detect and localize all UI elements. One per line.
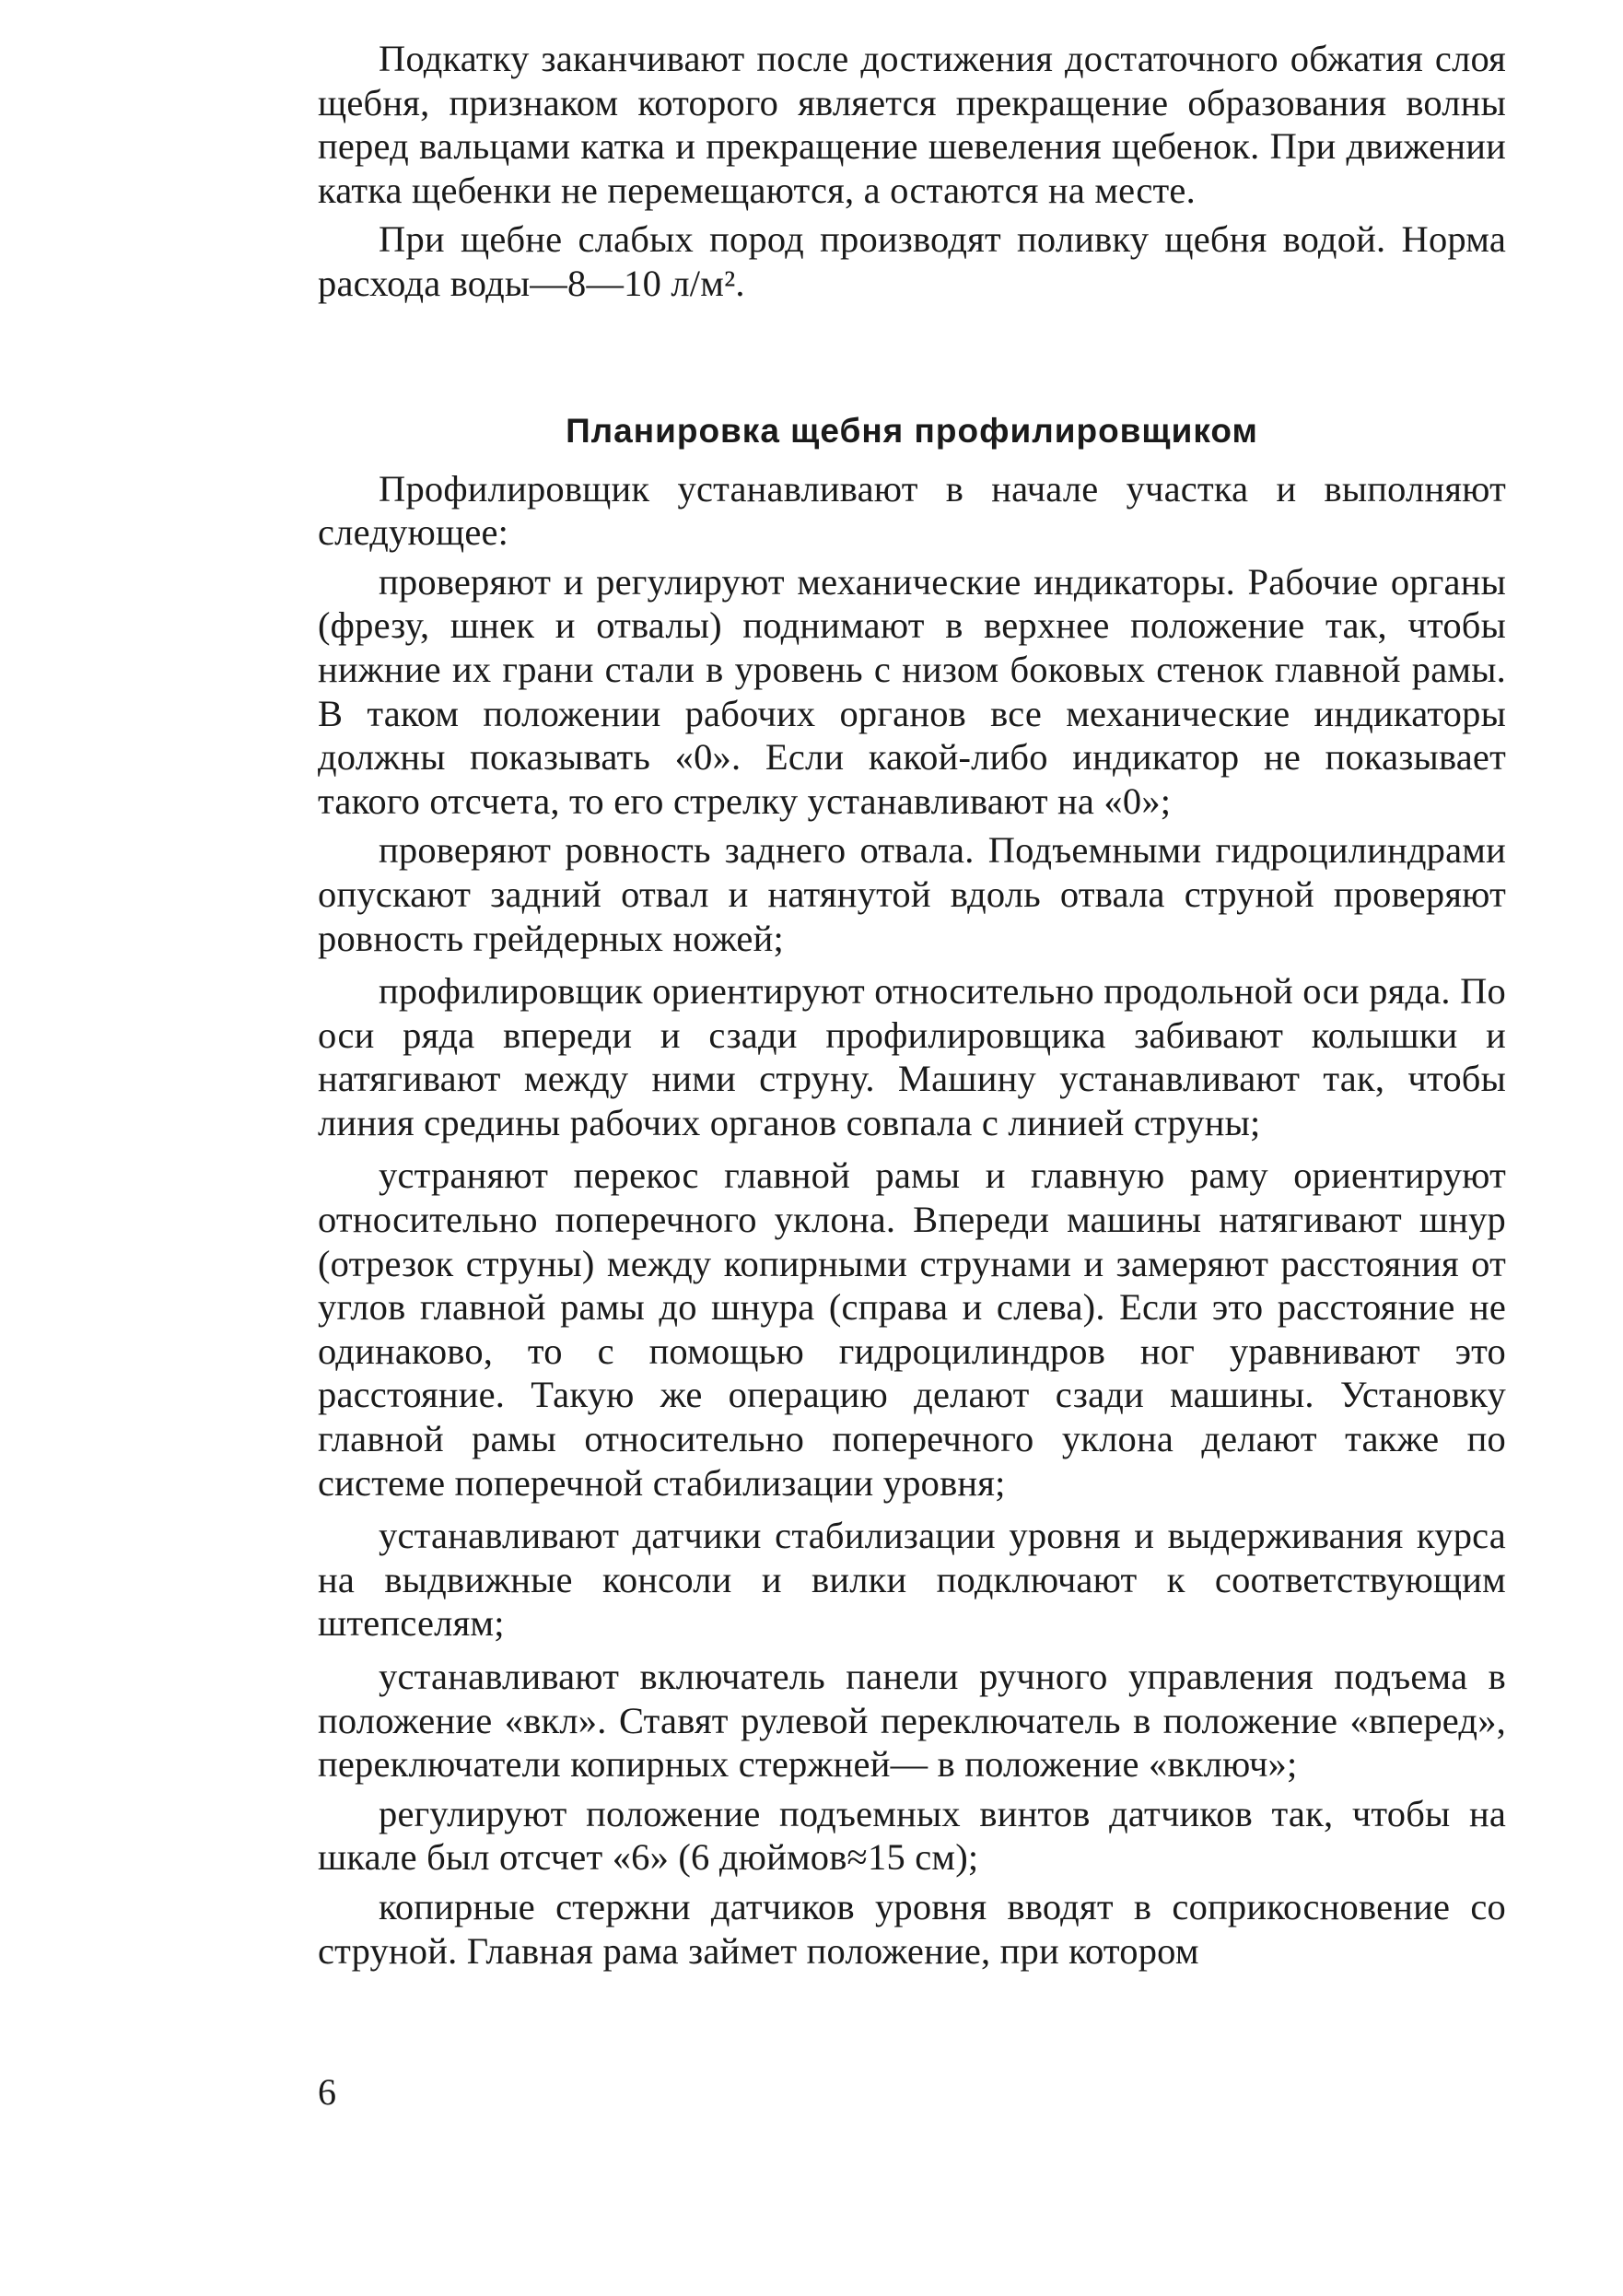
paragraph-rear-blade: проверяют ровность заднего отвала. Подъемными гидроцилиндрами опускают задний отвал и натянутой вдоль отвала струной проверяют ровность грейдерных ножей; bbox=[318, 829, 1506, 959]
paragraph-sensors: устанавливают датчики стабилизации уровня и выдерживания курса на выдвижные консоли и вилки подключают к соответствующим штепселям; bbox=[318, 1515, 1506, 1645]
page-number: 6 bbox=[318, 2071, 336, 2113]
page-text bbox=[318, 37, 1506, 1973]
paragraph-indicators: проверяют и регулируют механические индикаторы. Рабочие органы (фрезу, шнек и отвалы) поднимают в верхнее положение так, чтобы нижние их грани стали в уровень с низом боковых стенок главной рамы. В таком положении рабочих органов все механические индикаторы должны показывать «0». Если какой-либо индикатор не показывает такого отсчета, то его стрелку устанавливают на «0»; bbox=[318, 560, 1506, 822]
paragraph-copy-rods: копирные стержни датчиков уровня вводят в соприкосновение со струной. Главная рама займет положение, при котором bbox=[318, 1885, 1506, 1972]
paragraph-water-rate: При щебне слабых пород производят поливку щебня водой. Норма расхода воды—8—10 л/м². bbox=[318, 218, 1506, 304]
paragraph-intro: Профилировщик устанавливают в начале участка и выполняют следующее: bbox=[318, 467, 1506, 554]
paragraph-screws: регулируют положение подъемных винтов датчиков так, чтобы на шкале был отсчет «6» (6 дюймов≈15 см); bbox=[318, 1792, 1506, 1879]
section-heading: Планировка щебня профилировщиком bbox=[566, 411, 1258, 450]
paragraph-switch: устанавливают включатель панели ручного управления подъема в положение «вкл». Ставят рулевой переключатель в положение «вперед», переключатели копирных стержней— в положение «включ»; bbox=[318, 1656, 1506, 1786]
paragraph-orientation: профилировщик ориентируют относительно продольной оси ряда. По оси ряда впереди и сзади профилировщика забивают колышки и натягивают между ними струну. Машину устанавливают так, чтобы линия средины рабочих органов совпала с линией струны; bbox=[318, 970, 1506, 1143]
paragraph-rolling-completion: Подкатку заканчивают после достижения достаточного обжатия слоя щебня, признаком которого является прекращение образования волны перед вальцами катка и прекращение шевеления щебенок. При движении катка щебенки не перемещаются, а остаются на месте. bbox=[318, 38, 1506, 211]
paragraph-frame-skew: устраняют перекос главной рамы и главную раму ориентируют относительно поперечного уклона. Впереди машины натягивают шнур (отрезок струны) между копирными струнами и замеряют расстояния от углов главной рамы до шнура (справа и слева). Если это расстояние не одинаково, то с помощью гидроцилиндров ног уравнивают это расстояние. Такую же операцию делают сзади машины. Установку главной рамы относительно поперечного уклона делают также по системе поперечной стабилизации уровня; bbox=[318, 1154, 1506, 1504]
